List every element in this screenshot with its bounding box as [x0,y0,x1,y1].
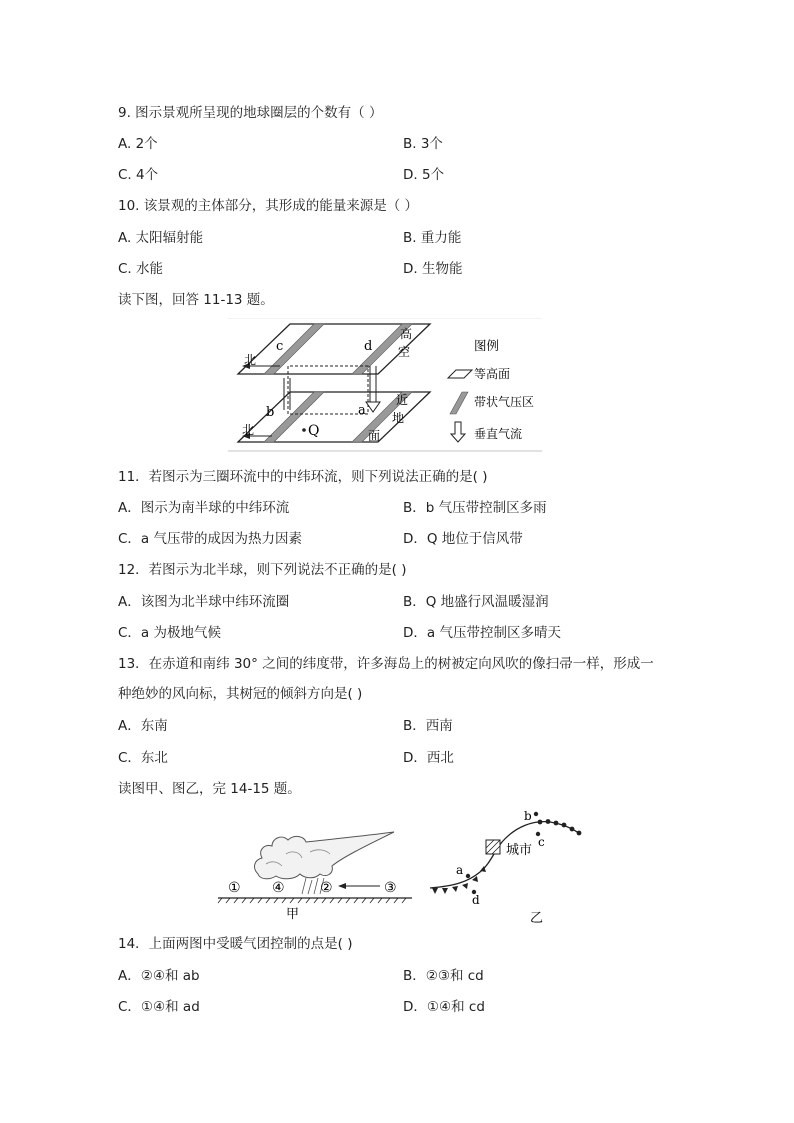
q13-stem-line2: 种绝妙的风向标，其树冠的倾斜方向是( ) [118,686,363,702]
q10-option-d: D. 生物能 [403,261,463,277]
label-ground2: 面 [368,429,381,443]
legend-belt: 带状气压区 [474,395,535,409]
point-4: ④ [272,880,285,896]
circulation-figure [228,318,542,452]
front-figure-jia [214,822,414,920]
label-ground1: 地 [392,411,405,425]
legend-title: 图例 [474,338,500,353]
q9-option-a: A. 2个 [118,136,158,152]
legend-plane-icon [448,370,472,378]
label-b: b [266,405,275,420]
q9-option-c: C. 4个 [118,167,159,183]
q10-option-a: A. 太阳辐射能 [118,230,204,246]
point-q-dot [302,428,306,432]
front-figure-yi [424,808,584,924]
label-a: a [358,403,366,418]
label-q: Q [308,423,320,439]
q11-option-c: C．a 气压带的成因为热力因素 [118,531,302,547]
point-3: ③ [384,880,397,896]
point-a: a [456,863,464,877]
cloud-shape [255,832,394,879]
q14-stem: 14．上面两图中受暖气团控制的点是( ) [118,936,353,952]
q12-option-a: A．该图为北半球中纬环流圈 [118,594,290,610]
q12-stem: 12．若图示为北半球，则下列说法不正确的是( ) [118,562,407,578]
q12-option-b: B．Q 地盛行风温暖湿润 [403,594,549,610]
city-label: 城市 [506,843,533,858]
point-b: b [524,809,532,823]
q11-option-d: D．Q 地位于信风带 [403,531,523,547]
north-label-upper: 北 [244,353,257,367]
intro-11-13: 读下图，回答 11-13 题。 [118,292,274,308]
point-d: d [472,893,480,907]
q10-option-b: B. 重力能 [403,230,462,246]
q13-option-a: A．东南 [118,718,168,734]
caption-jia: 甲 [286,907,300,920]
label-d: d [364,339,373,354]
point-2: ② [320,880,333,896]
point-c: c [538,835,545,849]
q14-option-a: A．②④和 ab [118,968,200,984]
legend-airflow-icon [451,422,465,442]
legend-airflow: 垂直气流 [474,427,523,441]
q10-stem: 10. 该景观的主体部分，其形成的能量来源是（ ） [118,198,419,214]
q13-option-b: B．西南 [403,718,453,734]
point-1: ① [228,880,241,896]
front-line [430,822,580,888]
q11-option-a: A．图示为南半球的中纬环流 [118,500,290,516]
q10-option-c: C. 水能 [118,261,164,277]
label-high: 高 [400,327,413,341]
q11-stem: 11．若图示为三圈环流中的中纬环流，则下列说法正确的是( ) [118,469,488,485]
q12-option-d: D．a 气压带控制区多晴天 [403,625,561,641]
q13-option-d: D．西北 [403,750,454,766]
q14-option-d: D．①④和 cd [403,999,485,1015]
legend-belt-icon [450,392,468,414]
legend-plane: 等高面 [474,367,511,381]
q9-option-d: D. 5个 [403,167,445,183]
q14-option-c: C．①④和 ad [118,999,200,1015]
q9-option-b: B. 3个 [403,136,443,152]
caption-yi: 乙 [530,911,544,924]
q13-option-c: C．东北 [118,750,168,766]
q12-option-c: C．a 为极地气候 [118,625,221,641]
label-near: 近 [396,393,409,407]
north-label-lower: 北 [242,423,255,437]
q11-option-b: B．b 气压带控制区多雨 [403,500,547,516]
q13-stem-line1: 13．在赤道和南纬 30° 之间的纬度带，许多海岛上的树被定向风吹的像扫帚一样，形成一 [118,656,654,672]
label-air: 空 [398,345,411,359]
label-c: c [276,339,284,354]
intro-14-15: 读图甲、图乙，完 14-15 题。 [118,781,301,797]
q9-stem: 9. 图示景观所呈现的地球圈层的个数有（ ） [118,105,383,121]
q14-option-b: B．②③和 cd [403,968,484,984]
